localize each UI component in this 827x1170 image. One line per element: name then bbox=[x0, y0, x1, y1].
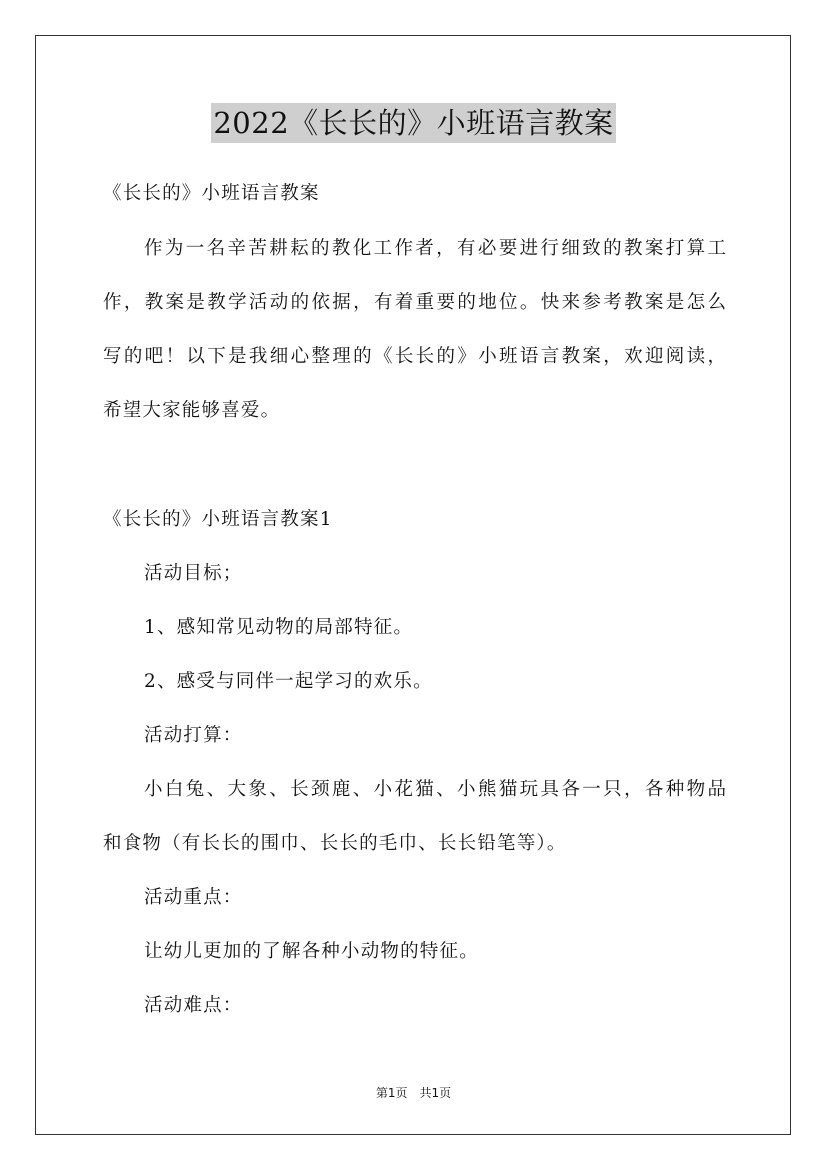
document-title: 2022《长长的》小班语言教案 bbox=[211, 103, 615, 143]
section-line-7: 活动重点： bbox=[144, 887, 243, 908]
section-line-3: 2、感受与同伴一起学习的欢乐。 bbox=[144, 671, 433, 692]
section-line-8: 让幼儿更加的了解各种小动物的特征。 bbox=[144, 941, 479, 962]
subtitle: 《长长的》小班语言教案 bbox=[103, 183, 320, 204]
title-container bbox=[0, 103, 827, 143]
intro-line-1: 作为一名辛苦耕耘的教化工作者，有必要进行细致的教案打算工 bbox=[144, 238, 726, 259]
section-line-9: 活动难点： bbox=[144, 995, 243, 1016]
intro-line-4: 希望大家能够喜爱。 bbox=[103, 400, 281, 421]
section-line-5: 小白兔、大象、长颈鹿、小花猫、小熊猫玩具各一只，各种物品 bbox=[144, 779, 726, 800]
section-line-6: 和食物（有长长的围巾、长长的毛巾、长长铅笔等）。 bbox=[103, 833, 567, 854]
page-footer: 第1页 共1页 bbox=[375, 1086, 452, 1100]
section-line-4: 活动打算： bbox=[144, 725, 243, 746]
section-heading: 《长长的》小班语言教案1 bbox=[103, 509, 333, 530]
section-line-2: 1、感知常见动物的局部特征。 bbox=[144, 617, 414, 638]
intro-line-2: 作，教案是教学活动的依据，有着重要的地位。快来参考教案是怎么 bbox=[103, 292, 726, 313]
intro-line-3: 写的吧！以下是我细心整理的《长长的》小班语言教案，欢迎阅读， bbox=[103, 346, 726, 367]
section-line-1: 活动目标； bbox=[144, 563, 243, 584]
